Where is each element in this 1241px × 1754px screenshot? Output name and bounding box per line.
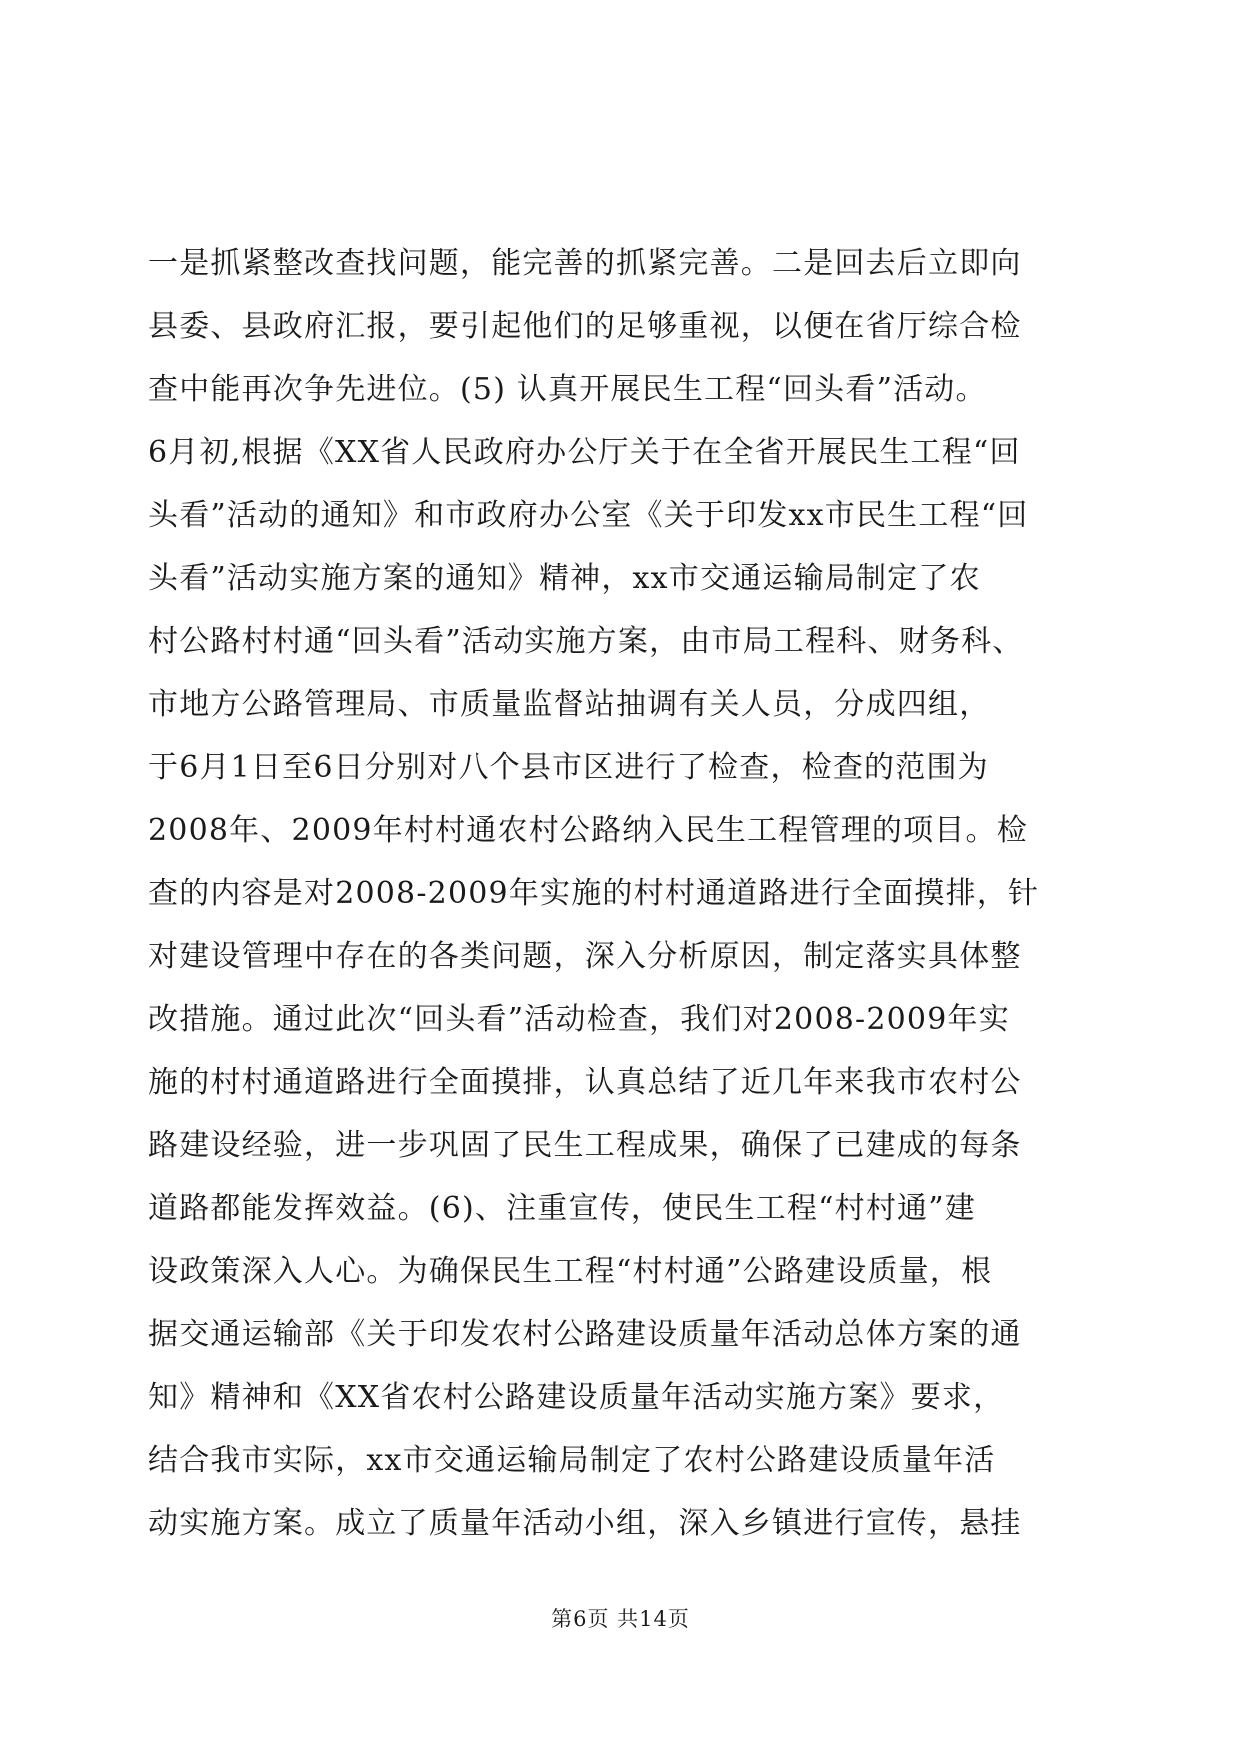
text-line: 2008年、2009年村村通农村公路纳入民生工程管理的项目。检 xyxy=(148,813,1028,848)
text-line: 6月初,根据《XX省人民政府办公厅关于在全省开展民生工程“回 xyxy=(148,435,1021,470)
text-line: 知》精神和《XX省农村公路建设质量年活动实施方案》要求， xyxy=(148,1380,1005,1415)
text-line: 村公路村村通“回头看”活动实施方案，由市局工程科、财务科、 xyxy=(148,624,1024,659)
text-line: 改措施。通过此次“回头看”活动检查，我们对2008-2009年实 xyxy=(148,1002,1010,1037)
text-line: 施的村村通道路进行全面摸排，认真总结了近几年来我市农村公 xyxy=(148,1065,1022,1100)
text-line: 设政策深入人心。为确保民生工程“村村通”公路建设质量，根 xyxy=(148,1254,993,1289)
text-line: 县委、县政府汇报，要引起他们的足够重视，以便在省厅综合检 xyxy=(148,309,1022,344)
text-line: 查中能再次争先进位。(5) 认真开展民生工程“回头看”活动。 xyxy=(148,372,987,407)
text-line: 市地方公路管理局、市质量监督站抽调有关人员，分成四组， xyxy=(148,687,991,722)
text-line: 查的内容是对2008-2009年实施的村村通道路进行全面摸排，针 xyxy=(148,876,1040,911)
page-number-footer: 第6页 共14页 xyxy=(551,1607,690,1631)
text-line: 据交通运输部《关于印发农村公路建设质量年活动总体方案的通 xyxy=(148,1317,1022,1352)
body-text xyxy=(148,232,1088,1555)
text-line: 一是抓紧整改查找问题，能完善的抓紧完善。二是回去后立即向 xyxy=(148,246,1022,281)
text-line: 于6月1日至6日分别对八个县市区进行了检查，检查的范围为 xyxy=(148,750,989,785)
text-line: 结合我市实际，xx市交通运输局制定了农村公路建设质量年活 xyxy=(148,1443,996,1478)
text-line: 动实施方案。成立了质量年活动小组，深入乡镇进行宣传，悬挂 xyxy=(148,1506,1022,1541)
text-line: 头看”活动实施方案的通知》精神，xx市交通运输局制定了农 xyxy=(148,561,981,596)
text-line: 道路都能发挥效益。(6)、注重宣传，使民生工程“村村通”建 xyxy=(148,1191,976,1226)
text-line: 路建设经验，进一步巩固了民生工程成果，确保了已建成的每条 xyxy=(148,1128,1022,1163)
text-line: 头看”活动的通知》和市政府办公室《关于印发xx市民生工程“回 xyxy=(148,498,1029,533)
text-line: 对建设管理中存在的各类问题，深入分析原因，制定落实具体整 xyxy=(148,939,1022,974)
